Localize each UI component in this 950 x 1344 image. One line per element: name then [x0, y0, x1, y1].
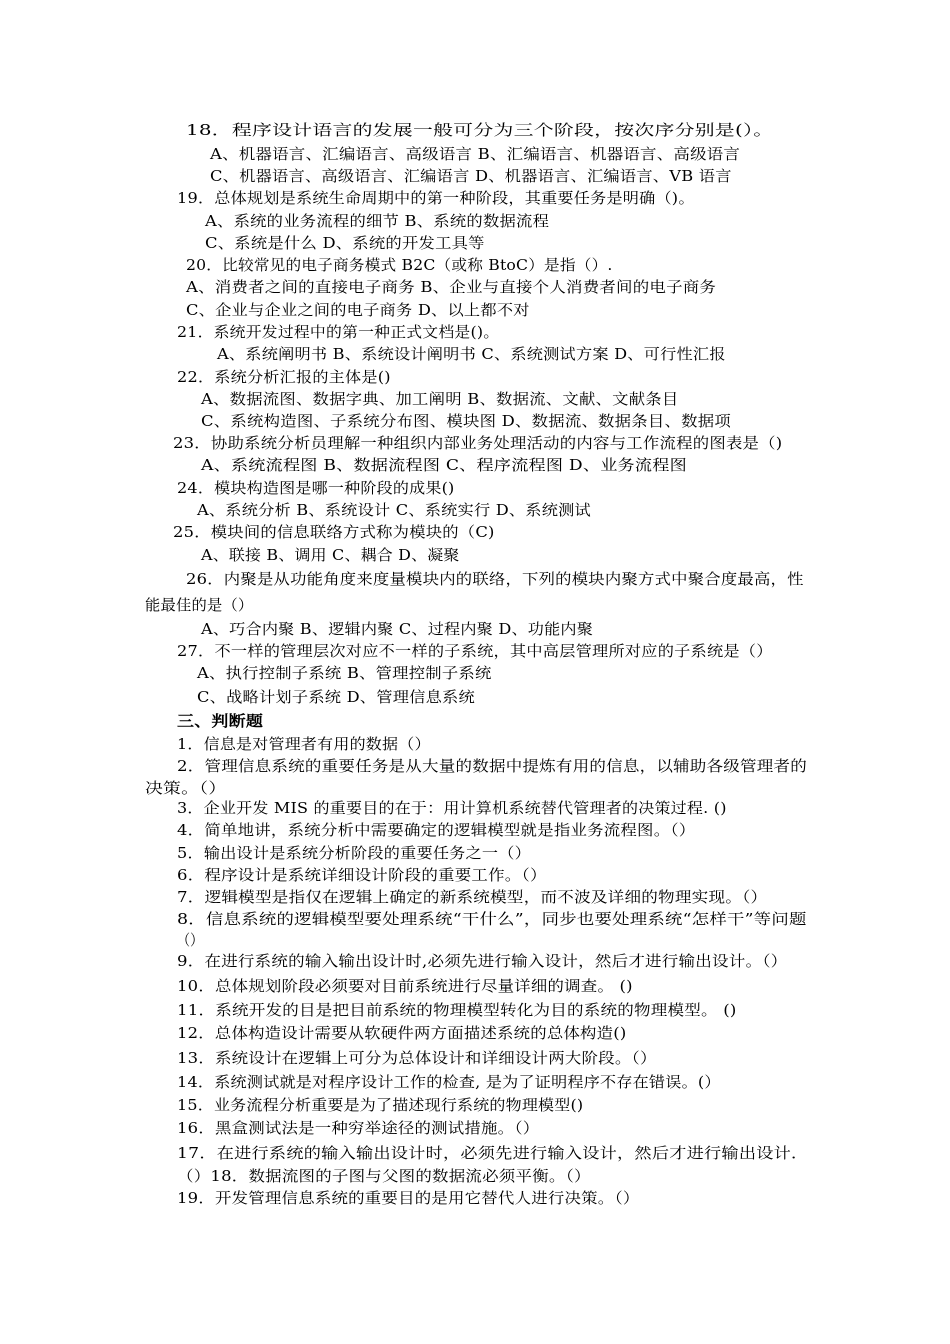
- text-line: 27．不一样的管理层次对应不一样的子系统，其中高层管理所对应的子系统是（）: [177, 642, 773, 660]
- text-line: 4．简单地讲，系统分析中需要确定的逻辑模型就是指业务流程图。（）: [177, 821, 696, 839]
- text-line: 8．信息系统的逻辑模型要处理系统“干什么”，同步也要处理系统“怎样干”等问题: [177, 910, 807, 928]
- text-line: A、系统的业务流程的细节 B、系统的数据流程: [205, 212, 550, 230]
- text-line: 7．逻辑模型是指仅在逻辑上确定的新系统模型，而不波及详细的物理实现。（）: [177, 888, 768, 906]
- text-line: C、系统是什么 D、系统的开发工具等: [205, 234, 485, 252]
- text-line: 20．比较常见的电子商务模式 B2C（或称 BtoC）是指（）.: [186, 256, 613, 274]
- text-line: 5．输出设计是系统分析阶段的重要任务之一（）: [177, 844, 531, 862]
- text-line: A、执行控制子系统 B、管理控制子系统: [197, 664, 492, 682]
- text-line: 3．企业开发 MIS 的重要目的在于：用计算机系统替代管理者的决策过程. (): [177, 799, 727, 817]
- text-line: 13．系统设计在逻辑上可分为总体设计和详细设计两大阶段。（）: [177, 1049, 657, 1067]
- text-line: 19．总体规划是系统生命周期中的第一种阶段，其重要任务是明确（)。: [177, 189, 695, 207]
- text-line: 22．系统分析汇报的主体是(): [177, 368, 391, 386]
- text-line: 11．系统开发的目是把目前系统的物理模型转化为目的系统的物理模型。 (): [177, 1001, 737, 1019]
- text-line: 1．信息是对管理者有用的数据（）: [177, 735, 431, 753]
- text-line: 决策。（）: [145, 779, 227, 797]
- text-line: 12．总体构造设计需要从软硬件两方面描述系统的总体构造(): [177, 1024, 627, 1042]
- text-line: 2．管理信息系统的重要任务是从大量的数据中提炼有用的信息，以辅助各级管理者的: [177, 757, 807, 775]
- text-line: A、系统分析 B、系统设计 C、系统实行 D、系统测试: [197, 501, 591, 519]
- text-line: 17．在进行系统的输入输出设计时，必须先进行输入设计，然后才进行输出设计．: [177, 1144, 809, 1162]
- text-line: 23．协助系统分析员理解一种组织内部业务处理活动的内容与工作流程的图表是（): [173, 434, 783, 452]
- text-line: 能最佳的是（）: [145, 596, 254, 614]
- text-line: A、系统阐明书 B、系统设计阐明书 C、系统测试方案 D、可行性汇报: [217, 345, 726, 363]
- text-line: 10．总体规划阶段必须要对目前系统进行尽量详细的调查。 (): [177, 977, 633, 995]
- text-line: 9．在进行系统的输入输出设计时,必须先进行输入设计，然后才进行输出设计。（）: [177, 952, 788, 970]
- text-line: 25．模块间的信息联络方式称为模块的（C): [173, 523, 495, 541]
- text-line: C、企业与企业之间的电子商务 D、以上都不对: [186, 301, 530, 319]
- text-line: A、系统流程图 B、数据流程图 C、程序流程图 D、业务流程图: [201, 456, 687, 474]
- text-line: 24．模块构造图是哪一种阶段的成果(): [177, 479, 455, 497]
- text-line: C、机器语言、高级语言、汇编语言 D、机器语言、汇编语言、VB 语言: [210, 167, 732, 185]
- text-line: 16．黑盒测试法是一种穷举途径的测试措施。（）: [177, 1119, 540, 1137]
- text-line: A、消费者之间的直接电子商务 B、企业与直接个人消费者间的电子商务: [186, 278, 717, 296]
- text-line: C、战略计划子系统 D、管理信息系统: [197, 688, 475, 706]
- text-line: 18．程序设计语言的发展一般可分为三个阶段，按次序分别是(）。: [186, 121, 774, 139]
- text-line: 26．内聚是从功能角度来度量模块内的联络，下列的模块内聚方式中聚合度最高，性: [186, 570, 804, 588]
- text-line: （）18．数据流图的子图与父图的数据流必须平衡。（）: [177, 1167, 591, 1185]
- text-line: 6．程序设计是系统详细设计阶段的重要工作。（）: [177, 866, 547, 884]
- text-line: A、数据流图、数据字典、加工阐明 B、数据流、文献、文献条目: [201, 390, 679, 408]
- text-line: A、联接 B、调用 C、耦合 D、凝聚: [201, 546, 460, 564]
- text-line: 19．开发管理信息系统的重要目的是用它替代人进行决策。（）: [177, 1189, 640, 1207]
- text-line: 14．系统测试就是对程序设计工作的检查, 是为了证明程序不存在错误。(）: [177, 1073, 721, 1091]
- text-line: C、系统构造图、子系统分布图、模块图 D、数据流、数据条目、数据项: [201, 412, 731, 430]
- text-line: （）: [177, 931, 204, 949]
- text-line: 15．业务流程分析重要是为了描述现行系统的物理模型(): [177, 1096, 584, 1114]
- text-line: 21．系统开发过程中的第一种正式文档是()。: [177, 323, 500, 341]
- text-line: A、机器语言、汇编语言、高级语言 B、汇编语言、机器语言、高级语言: [210, 145, 741, 163]
- section-heading: 三、判断题: [177, 712, 264, 730]
- text-line: A、巧合内聚 B、逻辑内聚 C、过程内聚 D、功能内聚: [201, 620, 594, 638]
